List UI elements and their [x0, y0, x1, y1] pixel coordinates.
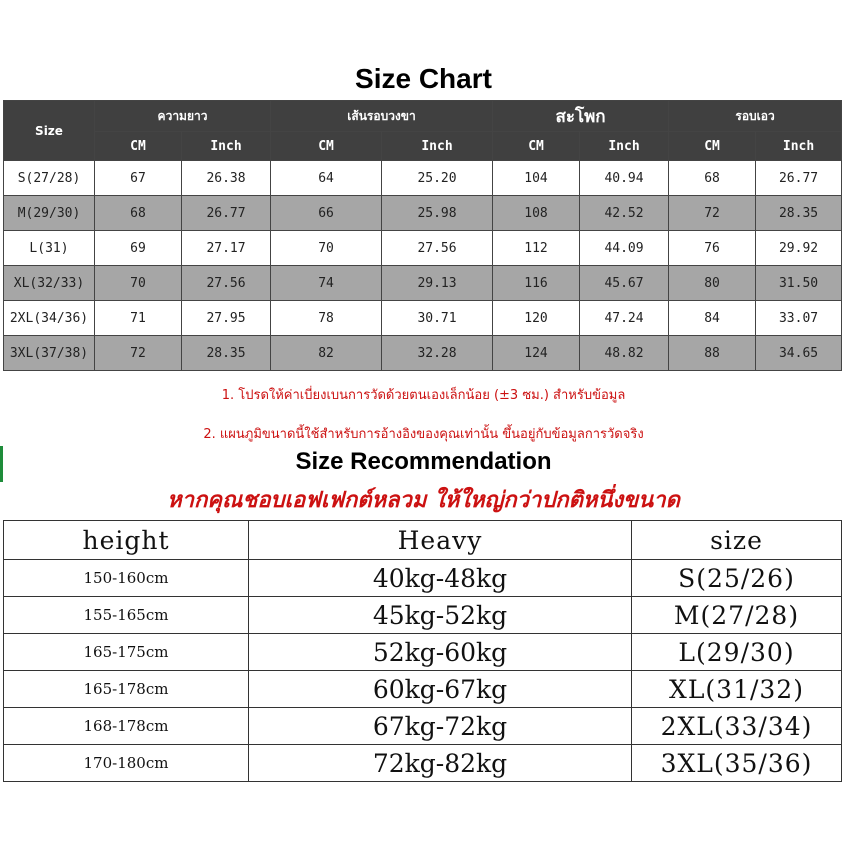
measurement-cell: 116	[493, 266, 580, 301]
measurement-cell: 78	[271, 301, 382, 336]
measurement-cell: 68	[95, 196, 182, 231]
loose-fit-tagline: หากคุณชอบเอฟเฟกต์หลวม ให้ใหญ่กว่าปกติหนึ่งขนาด	[167, 488, 680, 513]
measurement-cell: 67	[95, 161, 182, 196]
measurement-cell: 84	[669, 301, 756, 336]
weight-cell: 72kg-82kg	[249, 745, 632, 782]
recommendation-row	[4, 671, 842, 708]
size-label-cell: L(31)	[4, 231, 95, 266]
measurement-cell: 76	[669, 231, 756, 266]
size-recommendation-title: Size Recommendation	[295, 448, 552, 475]
unit-cm: CM	[669, 132, 756, 161]
size-column-header: Size	[4, 101, 95, 161]
recommendation-row	[4, 708, 842, 745]
height-cell: 165-178cm	[4, 671, 249, 708]
measurement-cell: 69	[95, 231, 182, 266]
unit-cm: CM	[95, 132, 182, 161]
measurement-cell: 31.50	[756, 266, 842, 301]
measurement-cell: 26.38	[182, 161, 271, 196]
measurement-cell: 80	[669, 266, 756, 301]
leg-circumference-group-header: เส้นรอบวงขา	[271, 101, 493, 132]
hip-group-header: สะโพก	[493, 101, 669, 132]
recommendation-header-row	[4, 521, 842, 560]
size-chart-table	[3, 100, 842, 371]
height-cell: 165-175cm	[4, 634, 249, 671]
measurement-cell: 44.09	[580, 231, 669, 266]
measurement-cell: 27.56	[182, 266, 271, 301]
recommendation-row	[4, 745, 842, 782]
measurement-cell: 28.35	[182, 336, 271, 371]
size-column-header: size	[632, 521, 842, 560]
measurement-cell: 25.20	[382, 161, 493, 196]
size-chart-row	[4, 336, 842, 371]
height-cell: 150-160cm	[4, 560, 249, 597]
measurement-cell: 72	[95, 336, 182, 371]
note-measurement-deviation: 1. โปรดให้ค่าเบี่ยงเบนการวัดด้วยตนเองเล็กน้อย (±3 ซม.) สำหรับข้อมูล	[221, 388, 626, 403]
measurement-cell: 104	[493, 161, 580, 196]
size-chart-row	[4, 161, 842, 196]
measurement-cell: 45.67	[580, 266, 669, 301]
measurement-cell: 70	[95, 266, 182, 301]
unit-inch: Inch	[182, 132, 271, 161]
note-reference-only: 2. แผนภูมิขนาดนี้ใช้สำหรับการอ้างอิงของคุณเท่านั้น ขึ้นอยู่กับข้อมูลการวัดจริง	[203, 427, 644, 442]
height-cell: 168-178cm	[4, 708, 249, 745]
size-cell: 2XL(33/34)	[632, 708, 842, 745]
measurement-cell: 66	[271, 196, 382, 231]
size-cell: XL(31/32)	[632, 671, 842, 708]
size-label-cell: 3XL(37/38)	[4, 336, 95, 371]
measurement-cell: 82	[271, 336, 382, 371]
weight-cell: 67kg-72kg	[249, 708, 632, 745]
measurement-cell: 47.24	[580, 301, 669, 336]
waist-group-header: รอบเอว	[669, 101, 842, 132]
measurement-cell: 42.52	[580, 196, 669, 231]
measurement-cell: 72	[669, 196, 756, 231]
size-chart-title: Size Chart	[355, 63, 492, 94]
measurement-cell: 74	[271, 266, 382, 301]
measurement-cell: 26.77	[182, 196, 271, 231]
measurement-cell: 27.56	[382, 231, 493, 266]
measurement-cell: 40.94	[580, 161, 669, 196]
unit-inch: Inch	[382, 132, 493, 161]
height-column-header: height	[4, 521, 249, 560]
unit-cm: CM	[271, 132, 382, 161]
recommendation-row	[4, 634, 842, 671]
recommendation-table	[3, 520, 842, 782]
measurement-cell: 29.92	[756, 231, 842, 266]
length-group-header: ความยาว	[95, 101, 271, 132]
size-cell: 3XL(35/36)	[632, 745, 842, 782]
size-label-cell: XL(32/33)	[4, 266, 95, 301]
measurement-cell: 30.71	[382, 301, 493, 336]
size-label-cell: S(27/28)	[4, 161, 95, 196]
size-chart-unit-row	[4, 132, 842, 161]
weight-cell: 40kg-48kg	[249, 560, 632, 597]
size-chart-row	[4, 231, 842, 266]
measurement-cell: 70	[271, 231, 382, 266]
measurement-cell: 88	[669, 336, 756, 371]
recommendation-row	[4, 597, 842, 634]
measurement-cell: 112	[493, 231, 580, 266]
measurement-cell: 29.13	[382, 266, 493, 301]
weight-cell: 45kg-52kg	[249, 597, 632, 634]
size-chart-row	[4, 196, 842, 231]
height-cell: 170-180cm	[4, 745, 249, 782]
size-label-cell: M(29/30)	[4, 196, 95, 231]
weight-column-header: Heavy	[249, 521, 632, 560]
unit-inch: Inch	[756, 132, 842, 161]
unit-cm: CM	[493, 132, 580, 161]
unit-inch: Inch	[580, 132, 669, 161]
weight-cell: 60kg-67kg	[249, 671, 632, 708]
height-cell: 155-165cm	[4, 597, 249, 634]
size-cell: S(25/26)	[632, 560, 842, 597]
measurement-cell: 71	[95, 301, 182, 336]
measurement-cell: 33.07	[756, 301, 842, 336]
size-cell: L(29/30)	[632, 634, 842, 671]
size-chart-row	[4, 301, 842, 336]
measurement-cell: 28.35	[756, 196, 842, 231]
measurement-cell: 124	[493, 336, 580, 371]
recommendation-row	[4, 560, 842, 597]
measurement-cell: 120	[493, 301, 580, 336]
size-label-cell: 2XL(34/36)	[4, 301, 95, 336]
size-chart-group-header-row	[4, 101, 842, 132]
measurement-cell: 32.28	[382, 336, 493, 371]
measurement-cell: 27.95	[182, 301, 271, 336]
measurement-cell: 68	[669, 161, 756, 196]
measurement-cell: 25.98	[382, 196, 493, 231]
measurement-cell: 48.82	[580, 336, 669, 371]
weight-cell: 52kg-60kg	[249, 634, 632, 671]
measurement-cell: 26.77	[756, 161, 842, 196]
size-cell: M(27/28)	[632, 597, 842, 634]
measurement-cell: 64	[271, 161, 382, 196]
measurement-cell: 27.17	[182, 231, 271, 266]
measurement-cell: 108	[493, 196, 580, 231]
size-chart-row	[4, 266, 842, 301]
measurement-cell: 34.65	[756, 336, 842, 371]
